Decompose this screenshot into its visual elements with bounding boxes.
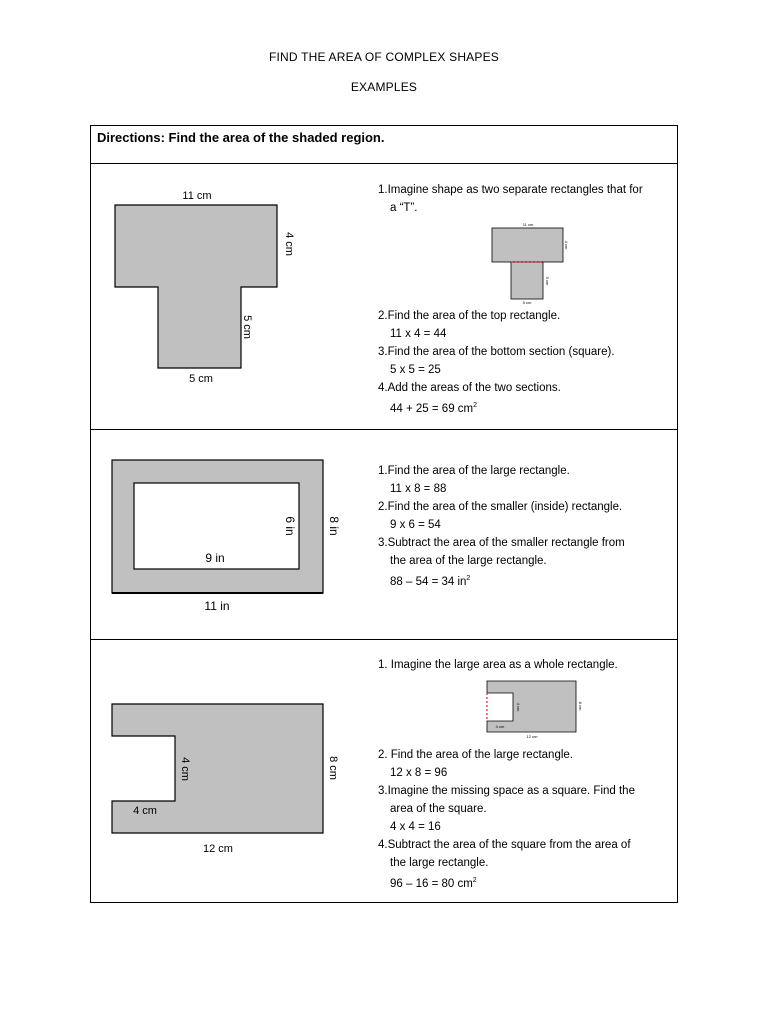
label-outer-width: 12 cm bbox=[203, 843, 233, 855]
step-3: 3.Imagine the missing space as a square. Find the bbox=[378, 785, 635, 797]
label-inner-width: 9 in bbox=[205, 551, 225, 565]
mini-label-notch-side: 4 cm bbox=[516, 702, 521, 712]
answer-exponent: 2 bbox=[473, 402, 478, 409]
answer-exponent: 2 bbox=[472, 877, 477, 884]
example-3-steps bbox=[378, 656, 618, 674]
step-3-cont: the area of the large rectangle. bbox=[390, 555, 547, 567]
label-notch-width: 4 cm bbox=[133, 805, 157, 817]
mini-label-notch: 4 cm bbox=[495, 724, 505, 729]
label-outer-height: 8 cm bbox=[327, 756, 339, 780]
step-1: 1.Find the area of the large rectangle. bbox=[378, 465, 570, 477]
answer-text: 44 + 25 = 69 cm bbox=[390, 402, 474, 415]
mini-top-rect bbox=[492, 228, 563, 262]
mini-label-top: 11 cm bbox=[522, 222, 534, 227]
mini-label-stem-side: 5 cm bbox=[545, 276, 550, 286]
example-3-steps-b bbox=[378, 746, 635, 893]
label-top-width: 11 cm bbox=[182, 190, 212, 202]
label-notch-height: 4 cm bbox=[179, 757, 191, 781]
mini-notched-diagram bbox=[487, 681, 583, 739]
step-1: 1.Imagine shape as two separate rectangles that for bbox=[378, 184, 643, 196]
t-shape bbox=[115, 205, 277, 368]
step-2-calc: 11 x 4 = 44 bbox=[390, 328, 447, 340]
mini-t-diagram bbox=[492, 222, 569, 305]
label-outer-width: 11 in bbox=[204, 599, 230, 613]
step-1: 1. Imagine the large area as a whole rectangle. bbox=[378, 659, 618, 671]
step-4: 4.Add the areas of the two sections. bbox=[378, 382, 561, 394]
step-1-calc: 11 x 8 = 88 bbox=[390, 483, 447, 495]
step-4-cont: the large rectangle. bbox=[390, 857, 489, 869]
label-stem-width: 5 cm bbox=[189, 373, 213, 385]
step-3: 3.Subtract the area of the smaller rectangle from bbox=[378, 537, 625, 549]
step-3-calc: 5 x 5 = 25 bbox=[390, 364, 441, 376]
page-subtitle: EXAMPLES bbox=[350, 80, 418, 94]
step-2: 2.Find the area of the top rectangle. bbox=[378, 310, 561, 322]
label-outer-height: 8 in bbox=[327, 516, 341, 536]
step-3: 3.Find the area of the bottom section (square). bbox=[378, 346, 615, 358]
step-3-cont: area of the square. bbox=[390, 803, 487, 815]
mini-label-bottom: 12 cm bbox=[526, 734, 538, 739]
step-4-calc bbox=[378, 397, 615, 418]
step-2: 2. Find the area of the large rectangle. bbox=[378, 749, 573, 761]
step-4-calc bbox=[378, 872, 635, 893]
step-2-calc: 12 x 8 = 96 bbox=[390, 767, 448, 779]
label-stem-height: 5 cm bbox=[241, 315, 253, 339]
step-2-calc: 9 x 6 = 54 bbox=[390, 519, 441, 531]
step-3-calc bbox=[378, 570, 625, 591]
answer-exponent: 2 bbox=[466, 575, 471, 582]
example-2-steps bbox=[378, 462, 625, 591]
example-1-steps-b bbox=[378, 307, 615, 418]
mini-label-bottom: 5 cm bbox=[522, 300, 532, 305]
example-1-steps bbox=[378, 181, 643, 217]
answer-text: 96 – 16 = 80 cm bbox=[390, 877, 473, 890]
page-title: FIND THE AREA OF COMPLEX SHAPES bbox=[268, 50, 500, 64]
step-2: 2.Find the area of the smaller (inside) rectangle. bbox=[378, 501, 623, 513]
mini-label-side: 4 cm bbox=[564, 240, 569, 250]
step-4: 4.Subtract the area of the square from the area of bbox=[378, 839, 631, 851]
label-inner-height: 6 in bbox=[283, 516, 297, 536]
answer-text: 88 – 54 = 34 in bbox=[390, 575, 467, 588]
mini-stem-rect bbox=[511, 262, 543, 299]
label-top-height: 4 cm bbox=[283, 232, 295, 256]
directions-text: Directions: Find the area of the shaded region. bbox=[97, 130, 385, 145]
step-3-calc: 4 x 4 = 16 bbox=[390, 821, 441, 833]
mini-label-right: 8 cm bbox=[578, 701, 583, 711]
examples-table bbox=[90, 125, 678, 903]
step-1-cont: a “T”. bbox=[390, 202, 418, 214]
